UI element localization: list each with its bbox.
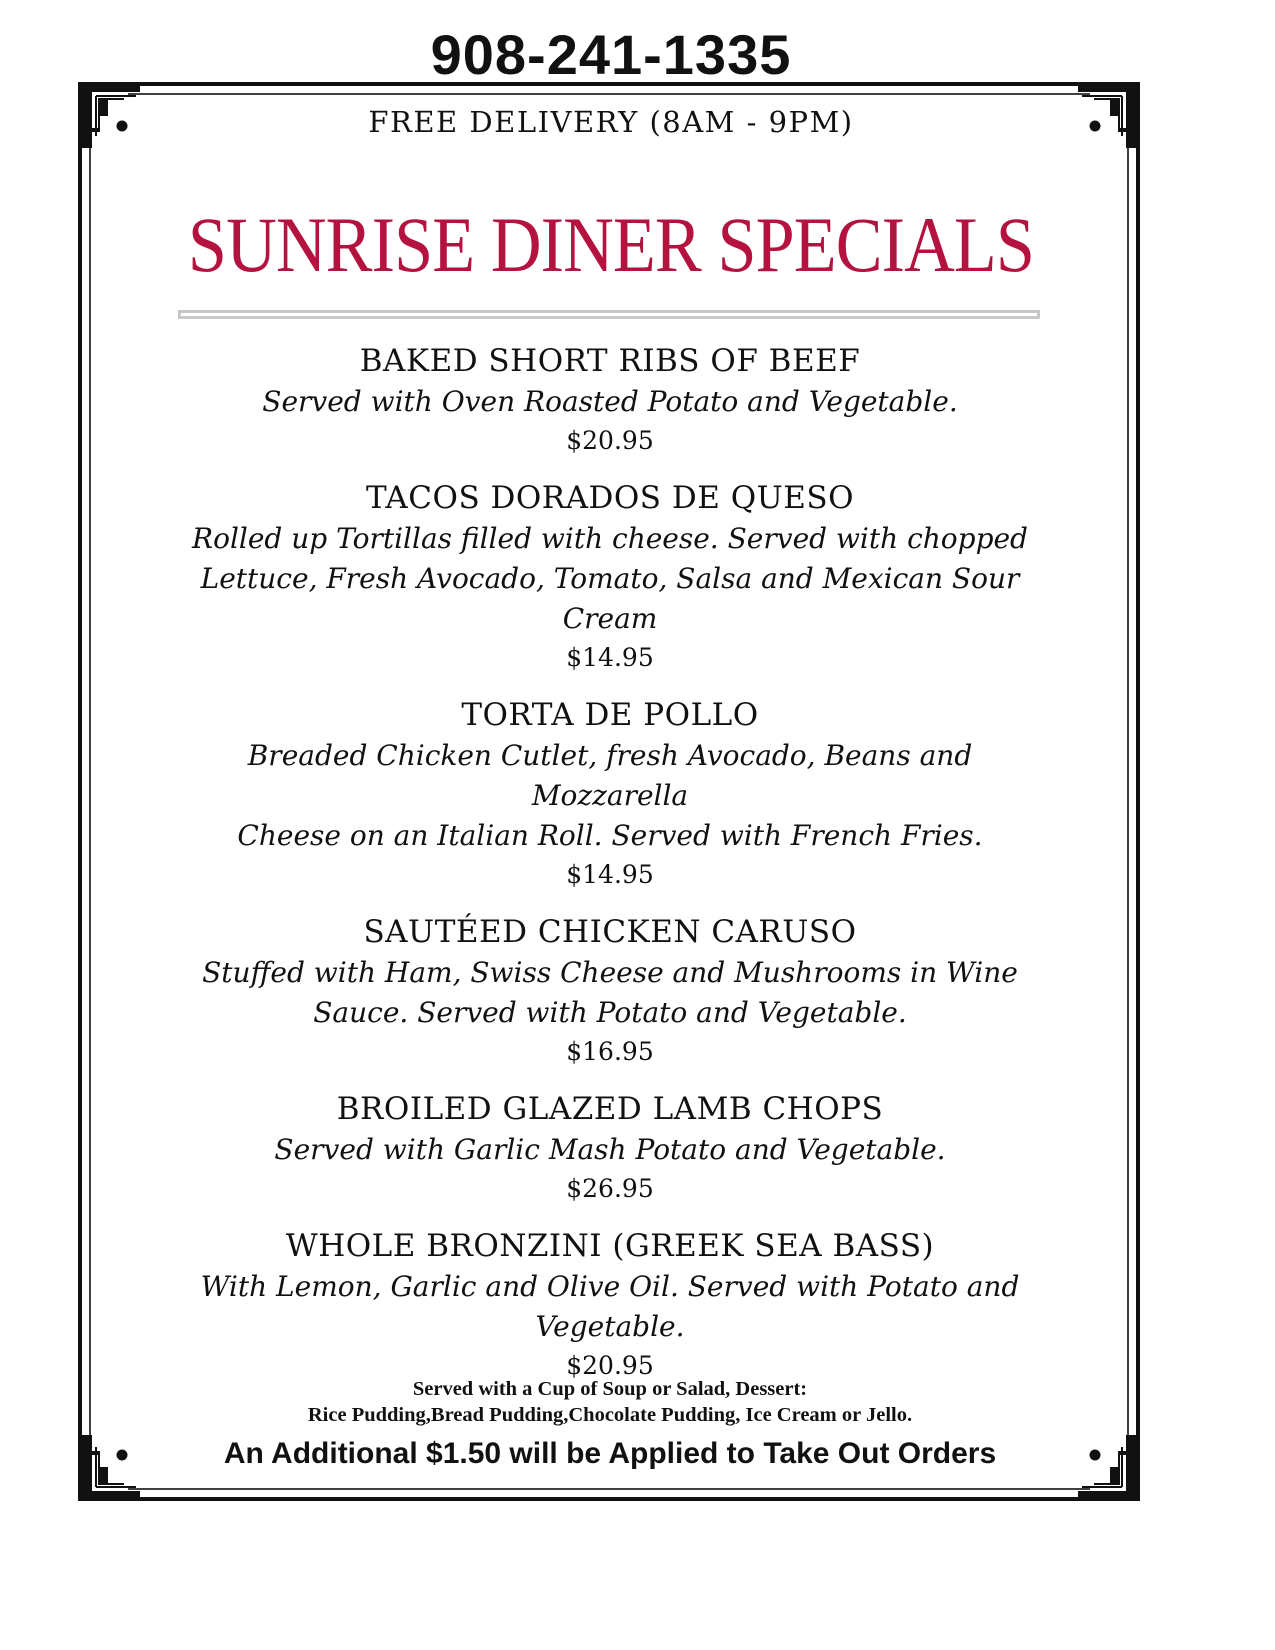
menu-item-description-line: With Lemon, Garlic and Olive Oil. Served with Potato and bbox=[200, 1270, 1020, 1303]
menu-item-description bbox=[170, 736, 1050, 856]
menu-item bbox=[170, 1225, 1050, 1385]
included-sides-note bbox=[180, 1376, 1040, 1428]
menu-item-description-line: Sauce. Served with Potato and Vegetable. bbox=[313, 996, 907, 1029]
menu-item bbox=[170, 340, 1050, 460]
menu-item-description-line: Vegetable. bbox=[535, 1310, 685, 1343]
menu-item-price: $26.95 bbox=[566, 1174, 654, 1203]
phone-number: 908-241-1335 bbox=[430, 23, 792, 86]
menu-item-description-line: Lettuce, Fresh Avocado, Tomato, Salsa and Mexican Sour bbox=[200, 562, 1020, 595]
menu-item-name: BAKED SHORT RIBS OF BEEF bbox=[359, 343, 861, 379]
menu-item-description-line: Served with Garlic Mash Potato and Vegetable. bbox=[274, 1133, 946, 1166]
specials-list bbox=[170, 340, 1050, 1402]
menu-item-description-line: Stuffed with Ham, Swiss Cheese and Mushrooms in Wine bbox=[202, 956, 1018, 989]
menu-item-name: TACOS DORADOS DE QUESO bbox=[365, 480, 855, 516]
note-line-2: Rice Pudding,Bread Pudding,Chocolate Pudding, Ice Cream or Jello. bbox=[307, 1404, 913, 1426]
menu-item-name: BROILED GLAZED LAMB CHOPS bbox=[336, 1091, 884, 1127]
menu-item-description bbox=[170, 519, 1050, 639]
menu-item-name: WHOLE BRONZINI (GREEK SEA BASS) bbox=[285, 1228, 935, 1264]
menu-item-description-line: Breaded Chicken Cutlet, fresh Avocado, Beans and Mozzarella bbox=[247, 739, 973, 812]
menu-item-price: $14.95 bbox=[566, 643, 654, 672]
menu-item-description-line: Served with Oven Roasted Potato and Vegetable. bbox=[262, 385, 958, 418]
page-title: SUNRISE DINER SPECIALS bbox=[187, 201, 1035, 288]
menu-item-name: TORTA DE POLLO bbox=[461, 697, 759, 733]
menu-item-description bbox=[170, 953, 1050, 1033]
menu-item bbox=[170, 694, 1050, 894]
menu-item bbox=[170, 477, 1050, 677]
menu-item-price: $20.95 bbox=[566, 1351, 654, 1380]
note-line-1: Served with a Cup of Soup or Salad, Dessert: bbox=[412, 1378, 808, 1400]
delivery-hours: FREE DELIVERY (8AM - 9PM) bbox=[368, 105, 854, 139]
title-divider bbox=[178, 310, 1040, 319]
menu-item-description-line: Rolled up Tortillas filled with cheese. Served with chopped bbox=[192, 522, 1028, 555]
menu-item-price: $16.95 bbox=[566, 1037, 654, 1066]
menu-item-price: $20.95 bbox=[566, 426, 654, 455]
menu-item-description-line: Cheese on an Italian Roll. Served with French Fries. bbox=[237, 819, 983, 852]
menu-item-description bbox=[170, 1267, 1050, 1347]
menu-item bbox=[170, 911, 1050, 1071]
menu-item-name: SAUTÉED CHICKEN CARUSO bbox=[363, 914, 857, 950]
menu-item bbox=[170, 1088, 1050, 1208]
menu-item-price: $14.95 bbox=[566, 860, 654, 889]
menu-item-description-line: Cream bbox=[562, 602, 658, 635]
menu-item-description bbox=[170, 1130, 1050, 1170]
menu-item-description bbox=[170, 382, 1050, 422]
takeout-surcharge-notice: An Additional $1.50 will be Applied to Take Out Orders bbox=[223, 1437, 997, 1470]
